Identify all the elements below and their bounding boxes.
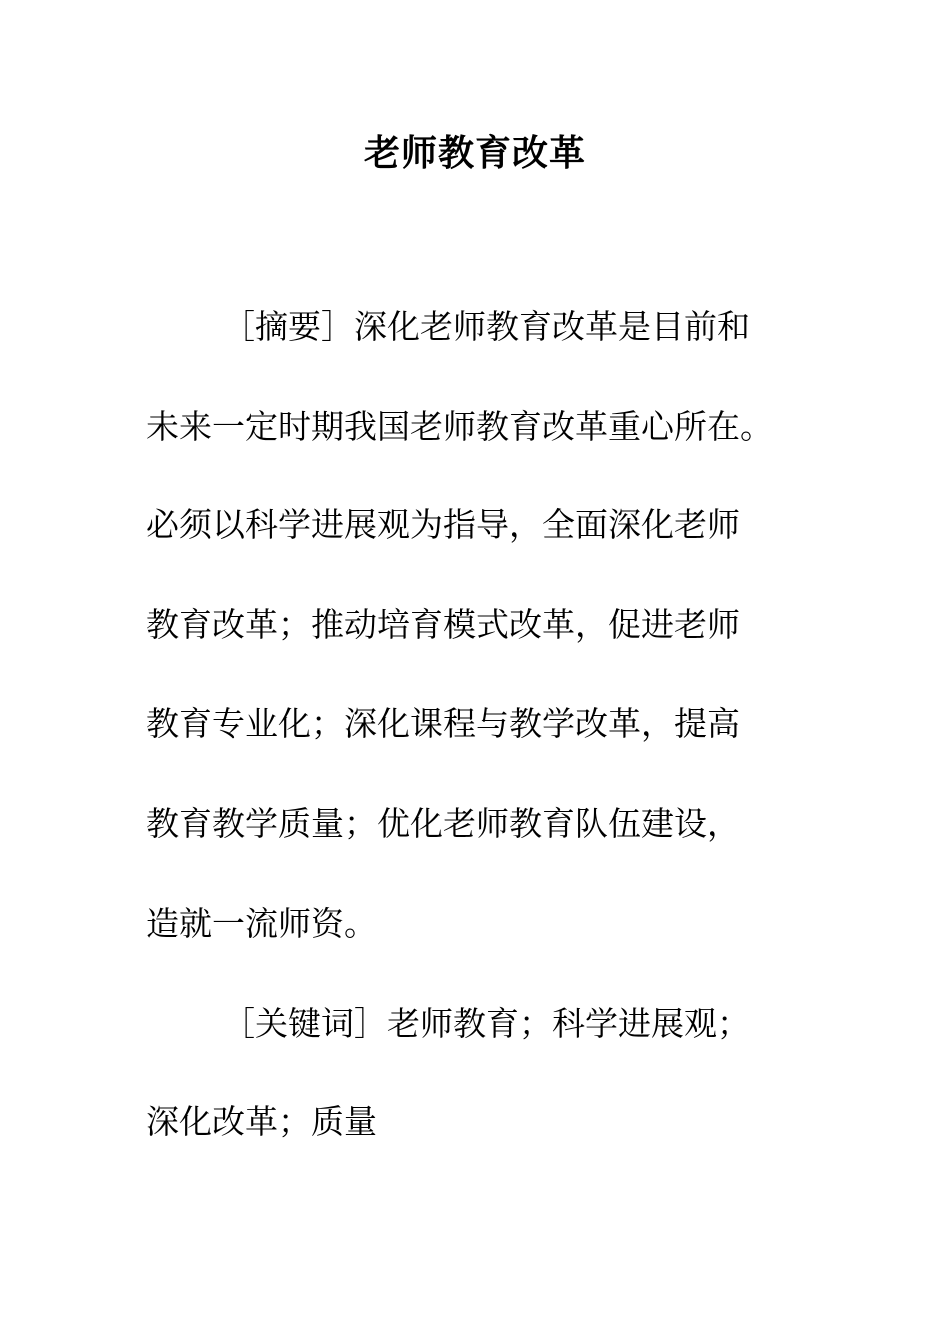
abstract-line-3: 必须以科学进展观为指导，全面深化老师	[146, 505, 740, 544]
keywords-line-2: 深化改革；质量	[146, 1102, 377, 1141]
abstract-line-1: ［摘要］深化老师教育改革是目前和	[222, 307, 750, 346]
abstract-line-5: 教育专业化；深化课程与教学改革，提高	[146, 704, 740, 743]
document-title: 老师教育改革	[363, 132, 586, 174]
keywords-line-1: ［关键词］老师教育；科学进展观；	[222, 1004, 750, 1043]
abstract-line-7: 造就一流师资。	[146, 904, 377, 943]
abstract-line-2: 未来一定时期我国老师教育改革重心所在。	[146, 407, 773, 446]
abstract-line-4: 教育改革；推动培育模式改革，促进老师	[146, 605, 740, 644]
abstract-line-6: 教育教学质量；优化老师教育队伍建设，	[146, 804, 740, 843]
